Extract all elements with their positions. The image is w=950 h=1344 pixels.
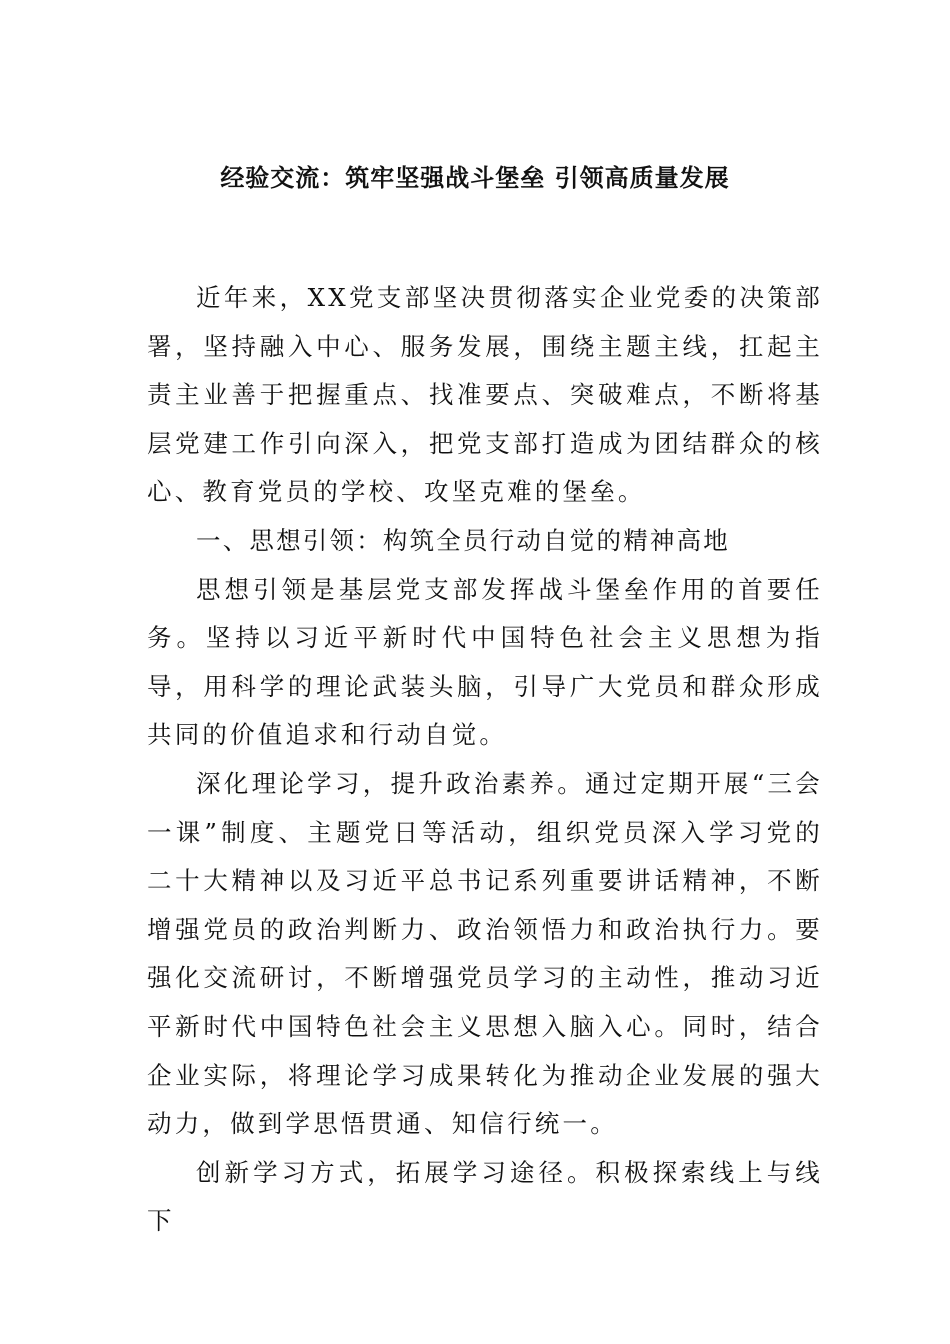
document-body	[147, 274, 823, 1246]
section-heading-1: 一、思想引领：构筑全员行动自觉的精神高地	[196, 525, 730, 555]
paragraph-thought-leadership: 思想引领是基层党支部发挥战斗堡垒作用的首要任务。坚持以习近平新时代中国特色社会主义思想为指导，用科学的理论武装头脑，引导广大党员和群众形成共同的价值追求和行动自觉。	[147, 574, 823, 750]
paragraph-intro: 近年来，XX党支部坚决贯彻落实企业党委的决策部署，坚持融入中心、服务发展，围绕主题主线，扛起主责主业善于把握重点、找准要点、突破难点，不断将基层党建工作引向深入，把党支部打造成为团结群众的核心、教育党员的学校、攻坚克难的堡垒。	[147, 283, 823, 507]
document-title: 经验交流：筑牢坚强战斗堡垒 引领高质量发展	[220, 164, 730, 192]
paragraph-theory-study: 深化理论学习，提升政治素养。通过定期开展“三会一课”制度、主题党日等活动，组织党员深入学习党的二十大精神以及习近平总书记系列重要讲话精神，不断增强党员的政治判断力、政治领悟力和政治执行力。要强化交流研讨，不断增强党员学习的主动性，推动习近平新时代中国特色社会主义思想入脑入心。同时，结合企业实际，将理论学习成果转化为推动企业发展的强大动力，做到学思悟贯通、知信行统一。	[147, 768, 823, 1139]
paragraph-learning-methods: 创新学习方式，拓展学习途径。积极探索线上与线下	[147, 1157, 823, 1236]
